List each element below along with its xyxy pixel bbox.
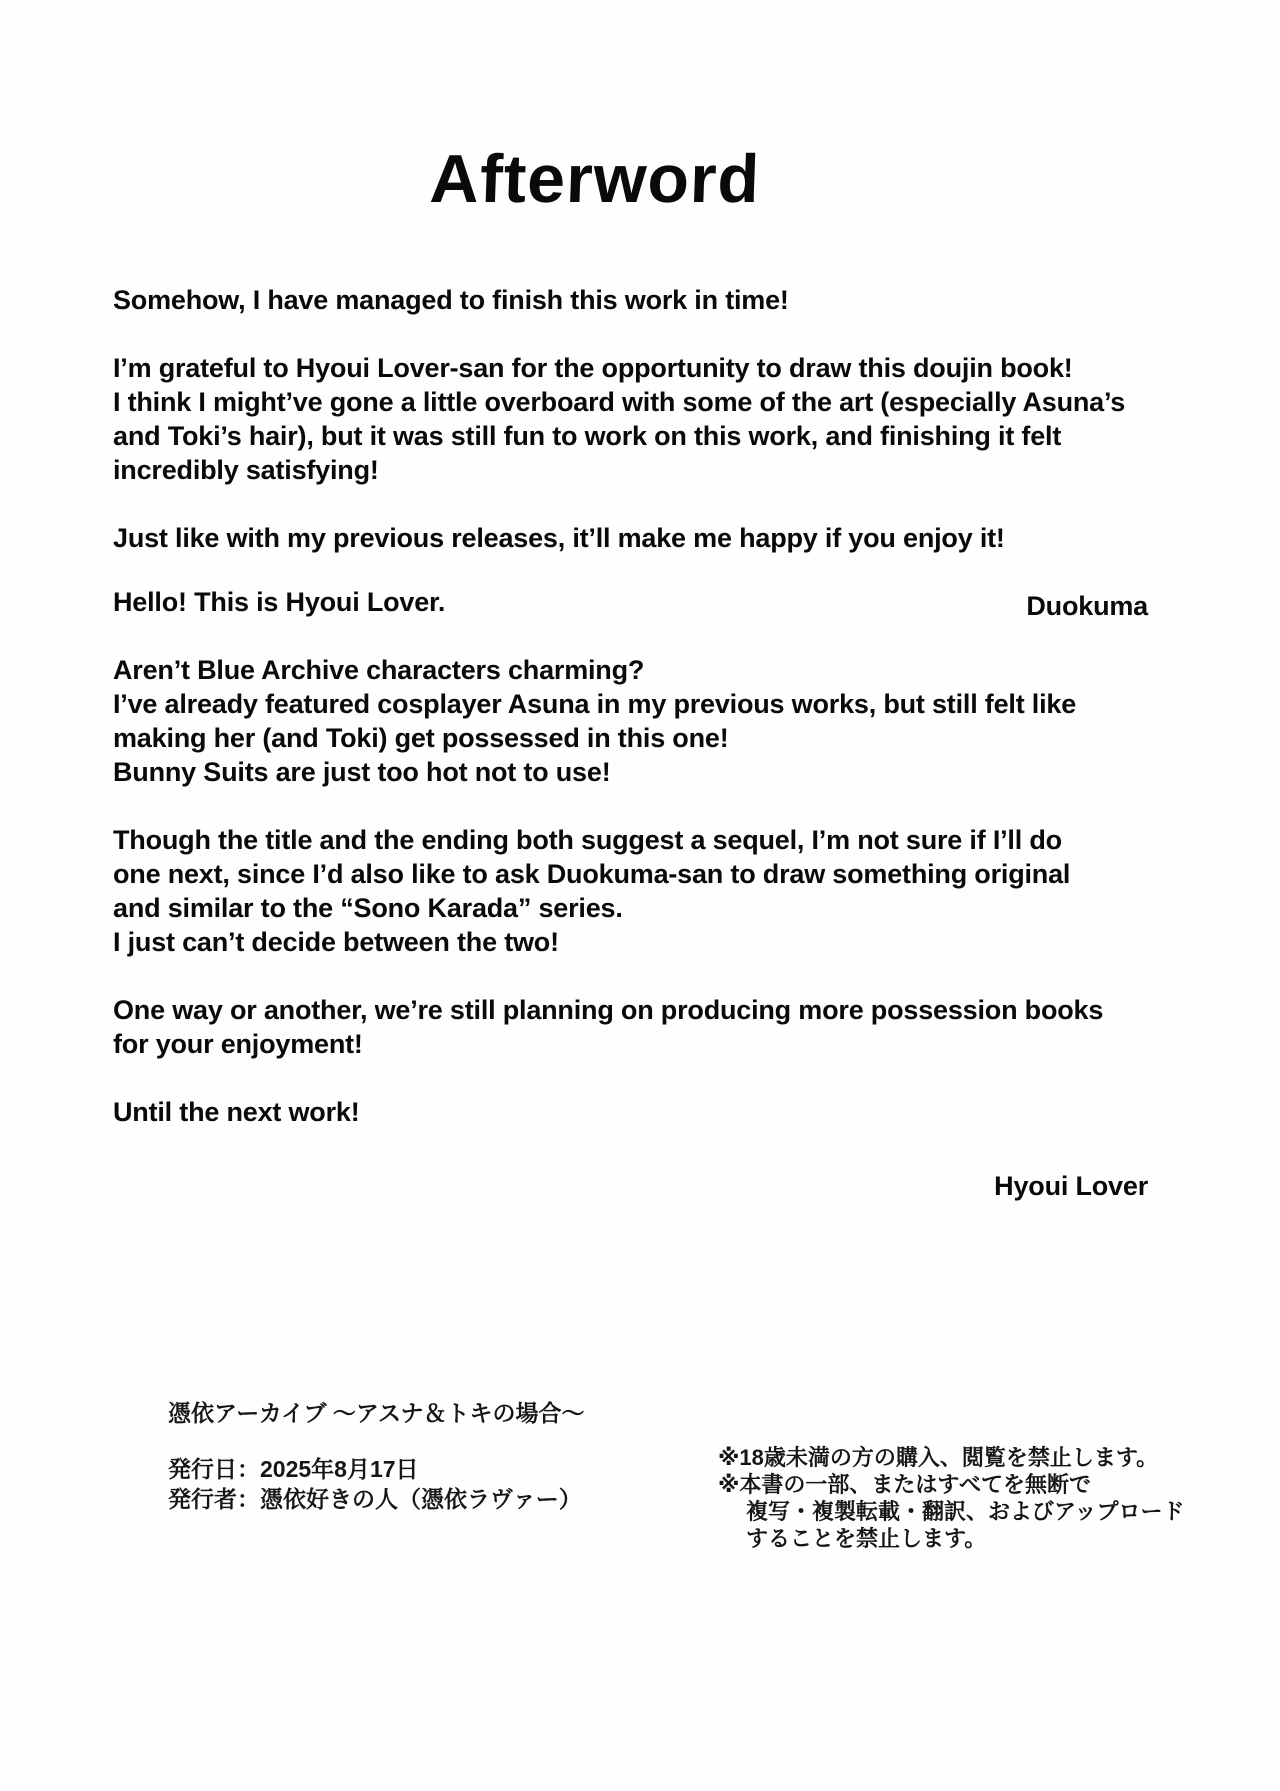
- colophon-publication-info: [168, 1398, 584, 1514]
- text-line: Somehow, I have managed to finish this work in time!: [113, 285, 789, 315]
- text-line: I’m grateful to Hyoui Lover-san for the opportunity to draw this doujin book!: [113, 353, 1073, 383]
- text-line: I’ve already featured cosplayer Asuna in my previous works, but still felt like: [113, 689, 1077, 719]
- publisher: 発行者：憑依好きの人（憑依ラヴァー）: [168, 1486, 582, 1512]
- text-line: 複写・複製転載・翻訳、およびアップロード: [746, 1499, 1185, 1524]
- hyoui-lover-letter: [113, 585, 1203, 1203]
- text-line: and Toki’s hair), but it was still fun to work on this work, and finishing it felt: [113, 421, 1062, 451]
- text-line: incredibly satisfying!: [113, 455, 379, 485]
- publish-date: 発行日：2025年8月17日: [168, 1456, 419, 1482]
- page-title: Afterword: [428, 141, 762, 217]
- text-line: Bunny Suits are just too hot not to use!: [113, 757, 611, 787]
- hyoui-lover-signature: Hyoui Lover: [994, 1171, 1148, 1201]
- paragraph: [113, 283, 1203, 317]
- text-line: One way or another, we’re still planning on producing more possession books: [113, 995, 1104, 1025]
- text-line: Though the title and the ending both suggest a sequel, I’m not sure if I’ll do: [113, 825, 1062, 855]
- text-line: Aren’t Blue Archive characters charming?: [113, 655, 645, 685]
- paragraph: [113, 521, 1203, 555]
- text-line: I just can’t decide between the two!: [113, 927, 559, 957]
- paragraph: [113, 993, 1203, 1061]
- paragraph: [113, 585, 1203, 619]
- text-line: ※本書の一部、またはすべてを無断で: [718, 1472, 1091, 1497]
- text-line: ※18歳未満の方の購入、閲覧を禁止します。: [718, 1445, 1159, 1470]
- text-line: Hello! This is Hyoui Lover.: [113, 587, 446, 617]
- paragraph: [113, 1095, 1203, 1129]
- text-line: I think I might’ve gone a little overboard with some of the art (especially Asuna’s: [113, 387, 1126, 417]
- text-line: することを禁止します。: [746, 1526, 987, 1551]
- text-line: Just like with my previous releases, it’ll make me happy if you enjoy it!: [113, 523, 1005, 553]
- text-line: Until the next work!: [113, 1097, 360, 1127]
- text-line: making her (and Toki) get possessed in this one!: [113, 723, 729, 753]
- paragraph: [113, 823, 1203, 959]
- text-line: for your enjoyment!: [113, 1029, 363, 1059]
- text-line: one next, since I’d also like to ask Duokuma-san to draw something original: [113, 859, 1071, 889]
- paragraph: [113, 351, 1203, 487]
- duokuma-signature: Duokuma: [1026, 591, 1148, 621]
- duokuma-letter: [113, 283, 1203, 623]
- paragraph: [113, 653, 1203, 789]
- colophon-legal-notice: [718, 1444, 1184, 1552]
- book-title: 憑依アーカイブ ～アスナ＆トキの場合～: [168, 1400, 585, 1426]
- text-line: and similar to the “Sono Karada” series.: [113, 893, 623, 923]
